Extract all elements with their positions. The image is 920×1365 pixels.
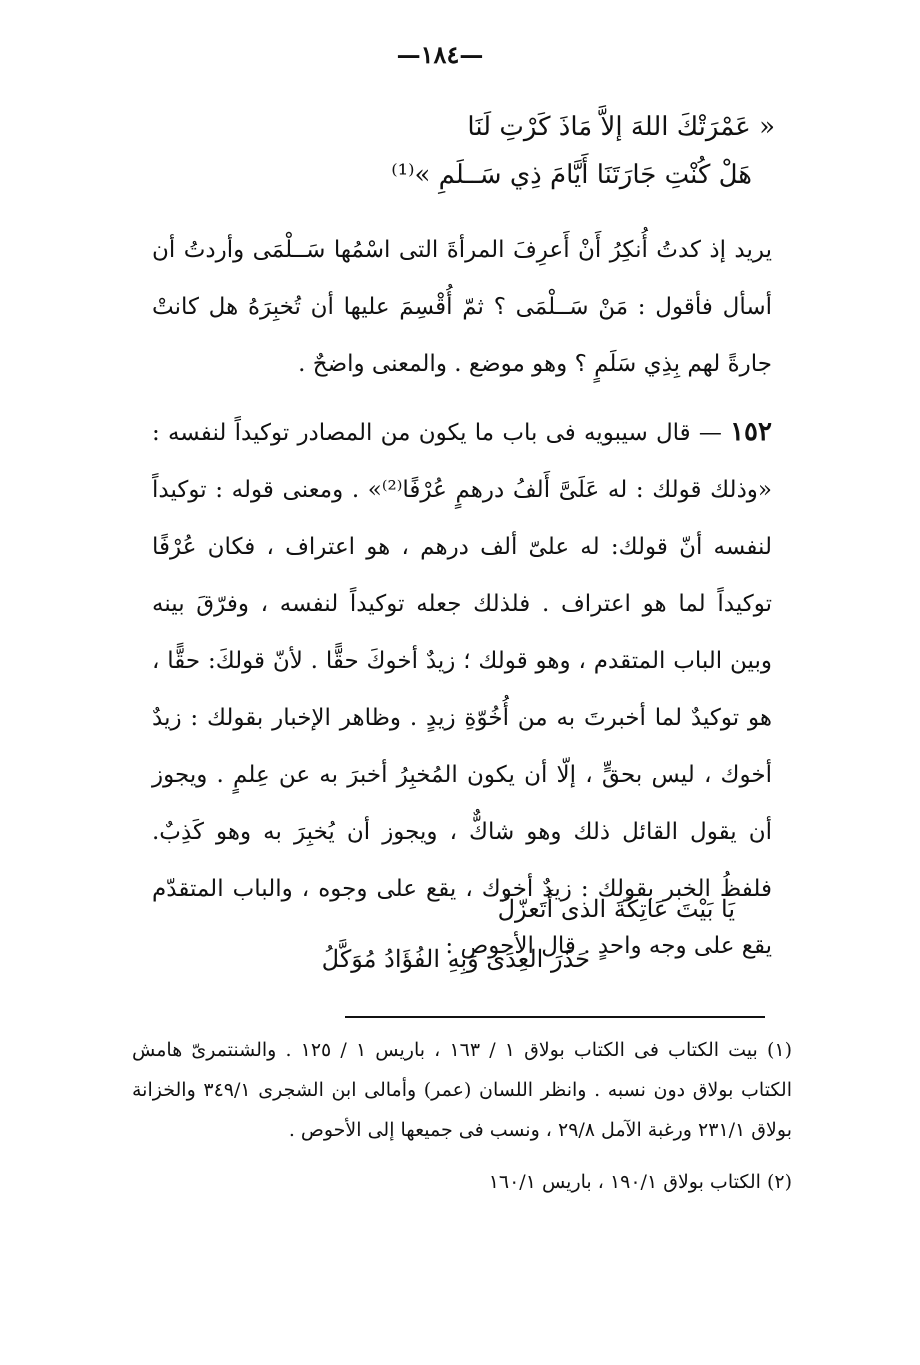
verse-line-2: هَلْ كُنْتِ جَارَتَنَا أَيَّامَ ذِي سَــلَمِ »⁽¹⁾ (391, 160, 752, 190)
paragraph-152-text: — قال سيبويه فى باب ما يكون من المصادر توكيداً لنفسه : «وذلك قولك : له عَلَىَّ أَلفُ درهمٍ عُرْفًا⁽²⁾» . ومعنى قوله : توكيداً لنفسه أنّ قولك: له علىّ ألف درهم ، هو اعتراف ، فكان عُرْفًا توكيداً لما هو اعتراف . فلذلك جعله توكيداً لنفسه ، وفرّقَ بينه وبين الباب المتقدم ، وهو قولك ؛ زيدٌ أخوكَ حقًّا . لأنّ قولكَ: حقًّا ، هو توكيدٌ لما أخبرتَ به من أُخُوّةِ زيدٍ . وظاهر الإخبار بقولك : زيدٌ أخوك ، ليس بحقٍّ ، إلّا أن يكون المُخبِرُ أخبرَ به عن عِلمٍ . ويجوز أن يقول القائل ذلك وهو شاكٌّ ، ويجوز أن يُخبِرَ به وهو كَذِبٌ. فلفظُ الخبر بقولك : زيدٌ أخوك ، يقع على وجوه ، والباب المتقدّم يقع على وجه واحدٍ . قال الأحوص : (152, 420, 772, 959)
paragraph-number: ١٥٢ (730, 417, 772, 447)
poem-line-2: حَذَرَ العِدَى وَبِهِ الفُؤَادُ مُوَكَّلُ (321, 945, 590, 973)
paragraph-commentary: يريد إذ كدتُ أُنكِرُ أَنْ أَعرِفَ المرأةَ التى اسْمُها سَــلْمَى وأردتُ أن أسأل فأقول : مَنْ سَــلْمَى ؟ ثمّ أُقْسِمَ عليها أن تُخبِرَهُ هل كانتْ جارةً لهم بِذِي سَلَمٍ ؟ وهو موضع . والمعنى واضحٌ . (152, 237, 772, 377)
verse-line-1: « عَمْرَتْكَ اللهَ إلاَّ مَاذَ كَرْتِ لَنَا (467, 112, 775, 142)
footnote-divider (345, 1016, 765, 1018)
footnote-2: (٢) الكتاب بولاق ١٩٠/١ ، باريس ١٦٠/١ (488, 1171, 792, 1193)
footnote-1: (١) بيت الكتاب فى الكتاب بولاق ١ / ١٦٣ ، باريس ١ / ١٢٥ . والشنتمرىّ هامش الكتاب بولاق دون نسبه . وانظر اللسان (عمر) وأمالى ابن الشجرى ٣٤٩/١ والخزانة بولاق ٢٣١/١ ورغبة الآمل ٢٩/٨ ، ونسب فى جميعها إلى الأحوص . (132, 1039, 793, 1141)
footnotes (132, 1030, 792, 1202)
poem-line-1: يَا بَيْتَ عَاتِكَةَ الذى أَتَعزّلُ (497, 895, 735, 923)
page-number: —١٨٤— (396, 40, 484, 69)
paragraph-152 (152, 404, 772, 975)
